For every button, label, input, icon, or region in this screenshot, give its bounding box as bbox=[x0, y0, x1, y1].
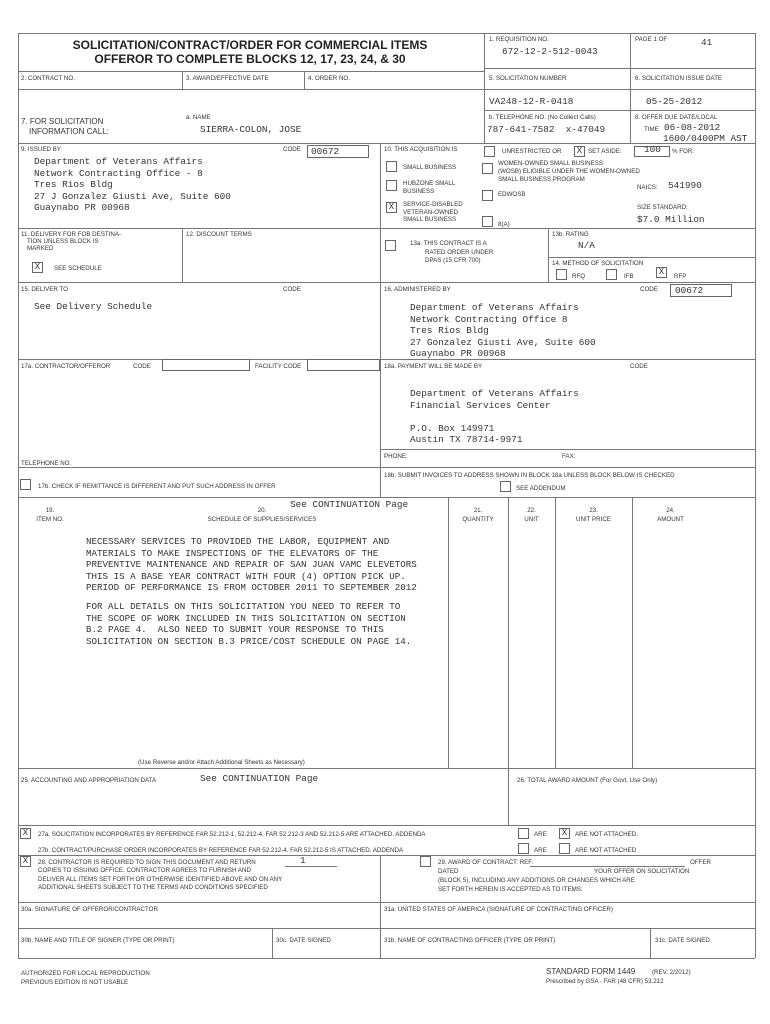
usa-signature-label: 31a. UNITED STATES OF AMERICA (SIGNATURE OF CONTRACTING OFFICER) bbox=[384, 906, 613, 913]
contractor-label: 17a. CONTRACTOR/OFFEROR bbox=[21, 363, 111, 370]
administered-code-label: CODE bbox=[640, 286, 658, 293]
unrestricted-checkbox[interactable] bbox=[484, 146, 495, 157]
form-title-line2: OFFEROR TO COMPLETE BLOCKS 12, 17, 23, 24, & 30 bbox=[94, 52, 406, 66]
requisition-number: 672-12-2-512-0043 bbox=[502, 46, 598, 57]
award-label: 29. AWARD OF CONTRACT: REF. bbox=[438, 859, 534, 866]
col20-label: SCHEDULE OF SUPPLIES/SERVICES bbox=[207, 516, 317, 523]
unit-price-header bbox=[555, 506, 632, 524]
your-offer-label: YOUR OFFER ON SOLICITATION bbox=[594, 868, 690, 875]
award-ref-underline bbox=[530, 866, 685, 867]
contractor-code-label: CODE bbox=[133, 363, 151, 370]
edwosb-checkbox[interactable] bbox=[482, 190, 493, 201]
order-no-label: 4. ORDER NO. bbox=[308, 75, 350, 82]
see-addendum-label: SEE ADDENDUM bbox=[516, 485, 566, 492]
hubzone-line1: HUBZONE SMALL bbox=[403, 180, 456, 187]
prescribed-by: Prescribed by GSA - FAR (48 CFR) 53.212 bbox=[546, 978, 664, 985]
award-date-label: 3. AWARD/EFFECTIVE DATE bbox=[186, 75, 269, 82]
officer-name-label: 31b. NAME OF CONTRACTING OFFICER (TYPE OR PRINT) bbox=[384, 937, 556, 944]
rated-order-label bbox=[410, 240, 493, 266]
signer-name-label: 30b. NAME AND TITLE OF SIGNER (TYPE OR PRINT) bbox=[21, 937, 175, 944]
are-not-27a-checkbox[interactable]: X bbox=[559, 828, 570, 839]
issued-by-label: 9. ISSUED BY bbox=[21, 146, 61, 153]
item-description-p2: FOR ALL DETAILS ON THIS SOLICITATION YOU NEED TO REFER TO THE SCOPE OF WORK INCLUDED IN THIS SOLICITATION ON SECTION B.2 PAGE 4. ALSO NEED TO SUBMIT YOUR RESPONSE TO THIS SOLICITATION ON SECTION B.3 PRICE/COST SCHEDULE ON PAGE 14. bbox=[86, 601, 412, 647]
rfp-checkbox[interactable]: X bbox=[656, 267, 667, 278]
info-call-label bbox=[21, 117, 109, 137]
submit-invoices-label: 18b. SUBMIT INVOICES TO ADDRESS SHOWN IN BLOCK 18a UNLESS BLOCK BELOW IS CHECKED bbox=[384, 472, 675, 479]
are-not-27b-label: ARE NOT ATTACHED bbox=[575, 847, 637, 854]
col21-label: QUANTITY bbox=[462, 516, 494, 523]
are-27a-label: ARE bbox=[534, 831, 547, 838]
fob-line3: MARKED bbox=[27, 245, 54, 253]
phone-label: PHONE: bbox=[384, 453, 408, 460]
rated-line3: DPAS (15 CFR 700) bbox=[425, 257, 481, 264]
are-not-27a-label: ARE NOT ATTACHED. bbox=[575, 831, 638, 838]
rfq-checkbox[interactable] bbox=[556, 269, 567, 280]
contract-no-label: 2. CONTRACT NO. bbox=[21, 75, 75, 82]
date-signed-label: 30c. DATE SIGNED bbox=[276, 937, 331, 944]
fob-line2: TION UNLESS BLOCK IS bbox=[27, 238, 99, 246]
issued-code-label: CODE bbox=[283, 146, 301, 153]
far-27a-checkbox[interactable]: X bbox=[20, 828, 31, 839]
col23-label: UNIT PRICE bbox=[576, 516, 611, 523]
schedule-note: See CONTINUATION Page bbox=[290, 499, 409, 510]
rated-order-checkbox[interactable] bbox=[385, 240, 396, 251]
info-call-line2: INFORMATION CALL: bbox=[29, 127, 109, 136]
sdvosb-label bbox=[403, 201, 463, 224]
local-reproduction: AUTHORIZED FOR LOCAL REPRODUCTION bbox=[21, 970, 150, 977]
set-aside-label: SET ASIDE: bbox=[588, 148, 622, 155]
unrestricted-label: UNRESTRICTED OR bbox=[502, 148, 562, 155]
wosb-label bbox=[498, 160, 640, 184]
wosb-line2: (WOSB) ELIGIBLE UNDER THE WOMEN-OWNED bbox=[498, 168, 640, 175]
due-time: 1600/0400PM AST bbox=[663, 133, 748, 144]
rfq-label: RFQ bbox=[572, 273, 586, 280]
form-revision: (REV. 2/2012) bbox=[652, 969, 691, 976]
hubzone-label bbox=[403, 180, 455, 195]
award-checkbox[interactable] bbox=[420, 856, 431, 867]
col19-num: 19. bbox=[45, 507, 55, 514]
naics-code: 541990 bbox=[668, 180, 702, 191]
quantity-header bbox=[448, 506, 508, 524]
are-attached-27b-checkbox[interactable] bbox=[518, 843, 529, 854]
set-aside-percent: 100 bbox=[644, 144, 661, 155]
telephone-no-label: TELEPHONE NO. bbox=[21, 460, 72, 467]
fob-line1: 11. DELIVERY FOR FOB DESTINA- bbox=[21, 231, 122, 238]
copies-count: 1 bbox=[300, 855, 306, 866]
are-attached-27a-checkbox[interactable] bbox=[518, 828, 529, 839]
hubzone-checkbox[interactable] bbox=[386, 180, 397, 191]
info-call-line1: 7. FOR SOLICITATION bbox=[21, 117, 104, 126]
total-award-label: 26. TOTAL AWARD AMOUNT (For Govt. Use Only) bbox=[517, 777, 658, 784]
are-not-27b-checkbox[interactable] bbox=[559, 843, 570, 854]
size-standard: $7.0 Million bbox=[637, 214, 705, 225]
telephone-number: 787-641-7582 x-47049 bbox=[487, 124, 606, 135]
facility-code-label: FACILITY CODE bbox=[255, 363, 302, 370]
sdvosb-line2: VETERAN-OWNED bbox=[403, 208, 459, 216]
item-no-header bbox=[20, 506, 80, 524]
fax-label: FAX: bbox=[562, 453, 576, 460]
dated-label: DATED bbox=[438, 868, 459, 875]
col24-num: 24. bbox=[666, 507, 675, 514]
solicitation-number: VA248-12-R-0418 bbox=[489, 96, 574, 107]
issue-date: 05-25-2012 bbox=[646, 96, 703, 107]
ifb-checkbox[interactable] bbox=[606, 269, 617, 280]
unit-header bbox=[508, 506, 555, 524]
col22-num: 22. bbox=[527, 507, 536, 514]
contractor-sign-label bbox=[38, 859, 282, 893]
col23-num: 23. bbox=[589, 507, 598, 514]
due-date-label: 8. OFFER DUE DATE/LOCAL bbox=[635, 114, 718, 121]
standard-form-label: STANDARD FORM 1449 bbox=[546, 967, 636, 976]
item-description-p1: NECESSARY SERVICES TO PROVIDED THE LABOR, EQUIPMENT AND MATERIALS TO MAKE INSPECTIONS OF THE ELEVATORS OF THE PREVENTIVE MAINTENANCE AND REPAIR OF SAN JUAN VAMC ELEVETORS THIS IS A BASE YEAR CONTRACT WITH FOUR (4) OPTION PICK UP. PERIOD OF PERFORMANCE IS FROM OCTOBER 2011 TO SEPTEMBER 2012 bbox=[86, 536, 417, 594]
set-aside-checkbox[interactable]: X bbox=[574, 146, 585, 157]
see-schedule-checkbox[interactable]: X bbox=[32, 262, 43, 273]
discount-terms-label: 12. DISCOUNT TERMS bbox=[186, 231, 252, 238]
previous-edition: PREVIOUS EDITION IS NOT USABLE bbox=[21, 979, 129, 986]
wosb-line1: WOMEN-OWNED SMALL BUSINESS bbox=[498, 160, 603, 167]
telephone-label: b. TELEPHONE NO. (No Collect Calls) bbox=[489, 114, 596, 121]
due-time-label: TIME bbox=[644, 126, 659, 133]
deliver-to-label: 15. DELIVER TO bbox=[21, 286, 68, 293]
row28-line2: COPIES TO ISSUING OFFICE. CONTRACTOR AGREES TO FURNISH AND bbox=[38, 867, 251, 875]
offeror-signature-label: 30a. SIGNATURE OF OFFEROR/CONTRACTOR bbox=[21, 906, 158, 913]
wosb-line3: SMALL BUSINESS PROGRAM bbox=[498, 176, 585, 183]
far-27b-label: 27b. CONTRACT/PURCHASE ORDER INCORPORATES BY REFERENCE FAR 52.212-4. FAR 52.212-5 IS ATTACHED. ADDENDA bbox=[38, 847, 404, 854]
pct-for-label: % FOR: bbox=[672, 148, 695, 155]
remittance-label: 17b. CHECK IF REMITTANCE IS DIFFERENT AND PUT SUCH ADDRESS IN OFFER bbox=[38, 483, 276, 490]
deliver-code-label: CODE bbox=[283, 286, 301, 293]
deliver-to-value: See Delivery Schedule bbox=[34, 301, 153, 312]
accounting-value: See CONTINUATION Page bbox=[200, 773, 319, 784]
accounting-label: 25. ACCOUNTING AND APPROPRIATION DATA bbox=[21, 777, 157, 784]
offer-label: OFFER bbox=[690, 859, 711, 866]
contractor-code-box[interactable] bbox=[162, 359, 250, 371]
payment-label: 18a. PAYMENT WILL BE MADE BY bbox=[384, 363, 483, 370]
copies-underline bbox=[285, 866, 337, 867]
rating-label: 13b. RATING bbox=[552, 231, 589, 238]
col21-num: 21. bbox=[473, 507, 483, 514]
col19-label: ITEM NO. bbox=[36, 516, 64, 523]
edwosb-label: EDWOSB bbox=[498, 191, 526, 198]
col20-num: 20. bbox=[257, 507, 267, 514]
payment-code-label: CODE bbox=[630, 363, 648, 370]
row28-line1: 28. CONTRACTOR IS REQUIRED TO SIGN THIS DOCUMENT AND RETURN bbox=[38, 859, 256, 866]
eight-a-label: 8(A) bbox=[498, 221, 510, 228]
reverse-note: (Use Reverse and/or Attach Additional Sheets as Necessary) bbox=[138, 759, 305, 766]
facility-code-box[interactable] bbox=[307, 359, 380, 371]
sdvosb-checkbox[interactable]: X bbox=[386, 202, 397, 213]
solicitation-number-label: 5. SOLICITATION NUMBER bbox=[489, 75, 567, 82]
see-addendum-checkbox[interactable] bbox=[500, 481, 511, 492]
contact-name-label: a. NAME bbox=[186, 114, 211, 121]
form-title-line1: SOLICITATION/CONTRACT/ORDER FOR COMMERCIAL ITEMS bbox=[72, 38, 428, 52]
award-line4: SET FORTH HEREIN IS ACCEPTED AS TO ITEMS: bbox=[438, 886, 583, 893]
rating-value: N/A bbox=[578, 240, 595, 251]
page-total: 41 bbox=[701, 37, 713, 48]
rated-line2: RATED ORDER UNDER bbox=[425, 248, 494, 256]
size-standard-label: SIZE STANDARD: bbox=[637, 204, 688, 211]
see-schedule-label: SEE SCHEDULE bbox=[54, 265, 102, 272]
rfp-label: RFP bbox=[674, 273, 687, 280]
remittance-checkbox[interactable] bbox=[20, 479, 31, 490]
acquisition-label: 10. THIS ACQUISITION IS bbox=[384, 146, 458, 153]
contact-name: SIERRA-COLON, JOSE bbox=[200, 124, 302, 135]
row28-line4: ADDITIONAL SHEETS SUBJECT TO THE TERMS AND CONDITIONS SPECIFIED bbox=[38, 884, 268, 892]
rated-line1: 13a. THIS CONTRACT IS A bbox=[410, 240, 487, 247]
page-label: PAGE 1 OF bbox=[635, 36, 668, 43]
award-line3: (BLOCK 5), INCLUDING ANY ADDITIONS OR CHANGES WHICH ARE bbox=[438, 877, 635, 884]
officer-date-label: 31c. DATE SIGNED bbox=[655, 937, 710, 944]
amount-header bbox=[632, 506, 709, 524]
small-business-label: SMALL BUSINESS bbox=[403, 164, 457, 171]
naics-label: NAICS: bbox=[637, 184, 658, 191]
eight-a-checkbox[interactable] bbox=[482, 216, 493, 227]
requisition-label: 1. REQUISITION NO. bbox=[489, 36, 549, 43]
small-business-checkbox[interactable] bbox=[386, 161, 397, 172]
row28-line3: DELIVER ALL ITEMS SET FORTH OR OTHERWISE IDENTIFIED ABOVE AND ON ANY bbox=[38, 875, 283, 883]
far-27a-label: 27a. SOLICITATION INCORPORATES BY REFERENCE FAR 52.212-1, 52.212-4. FAR 52.212-3 AND 52.212-5 ARE ATTACHED. ADDENDA bbox=[38, 831, 426, 838]
wosb-checkbox[interactable] bbox=[482, 163, 493, 174]
sdvosb-line3: SMALL BUSINESS bbox=[403, 216, 457, 223]
hubzone-line2: BUSINESS bbox=[403, 187, 435, 195]
sdvosb-line1: SERVICE-DISABLED bbox=[403, 201, 463, 208]
are-27b-label: ARE bbox=[534, 847, 547, 854]
method-label: 14. METHOD OF SOLICITATION bbox=[552, 260, 644, 267]
contractor-sign-checkbox[interactable]: X bbox=[20, 856, 31, 867]
issue-date-label: 6. SOLICITATION ISSUE DATE bbox=[635, 75, 722, 82]
payment-address: Department of Veterans Affairs Financial Services Center P.O. Box 149971 Austin TX 78714-9971 bbox=[410, 388, 579, 446]
due-date: 06-08-2012 bbox=[664, 122, 721, 133]
issued-by-address: Department of Veterans Affairs Network Contracting Office - 8 Tres Rios Bldg 27 J Gonzalez Giusti Ave, Suite 600 Guaynabo PR 00968 bbox=[34, 156, 231, 214]
administered-by-address: Department of Veterans Affairs Network Contracting Office 8 Tres Rios Bldg 27 Gonzalez Giusti Ave, Suite 600 Guaynabo PR 00968 bbox=[410, 302, 596, 360]
issued-code: 00672 bbox=[311, 146, 340, 157]
administered-code: 00672 bbox=[675, 285, 704, 296]
col24-label: AMOUNT bbox=[657, 516, 684, 523]
col22-label: UNIT bbox=[524, 516, 539, 523]
fob-label bbox=[21, 231, 121, 253]
ifb-label: IFB bbox=[624, 273, 634, 280]
administered-by-label: 16. ADMINISTERED BY bbox=[384, 286, 451, 293]
